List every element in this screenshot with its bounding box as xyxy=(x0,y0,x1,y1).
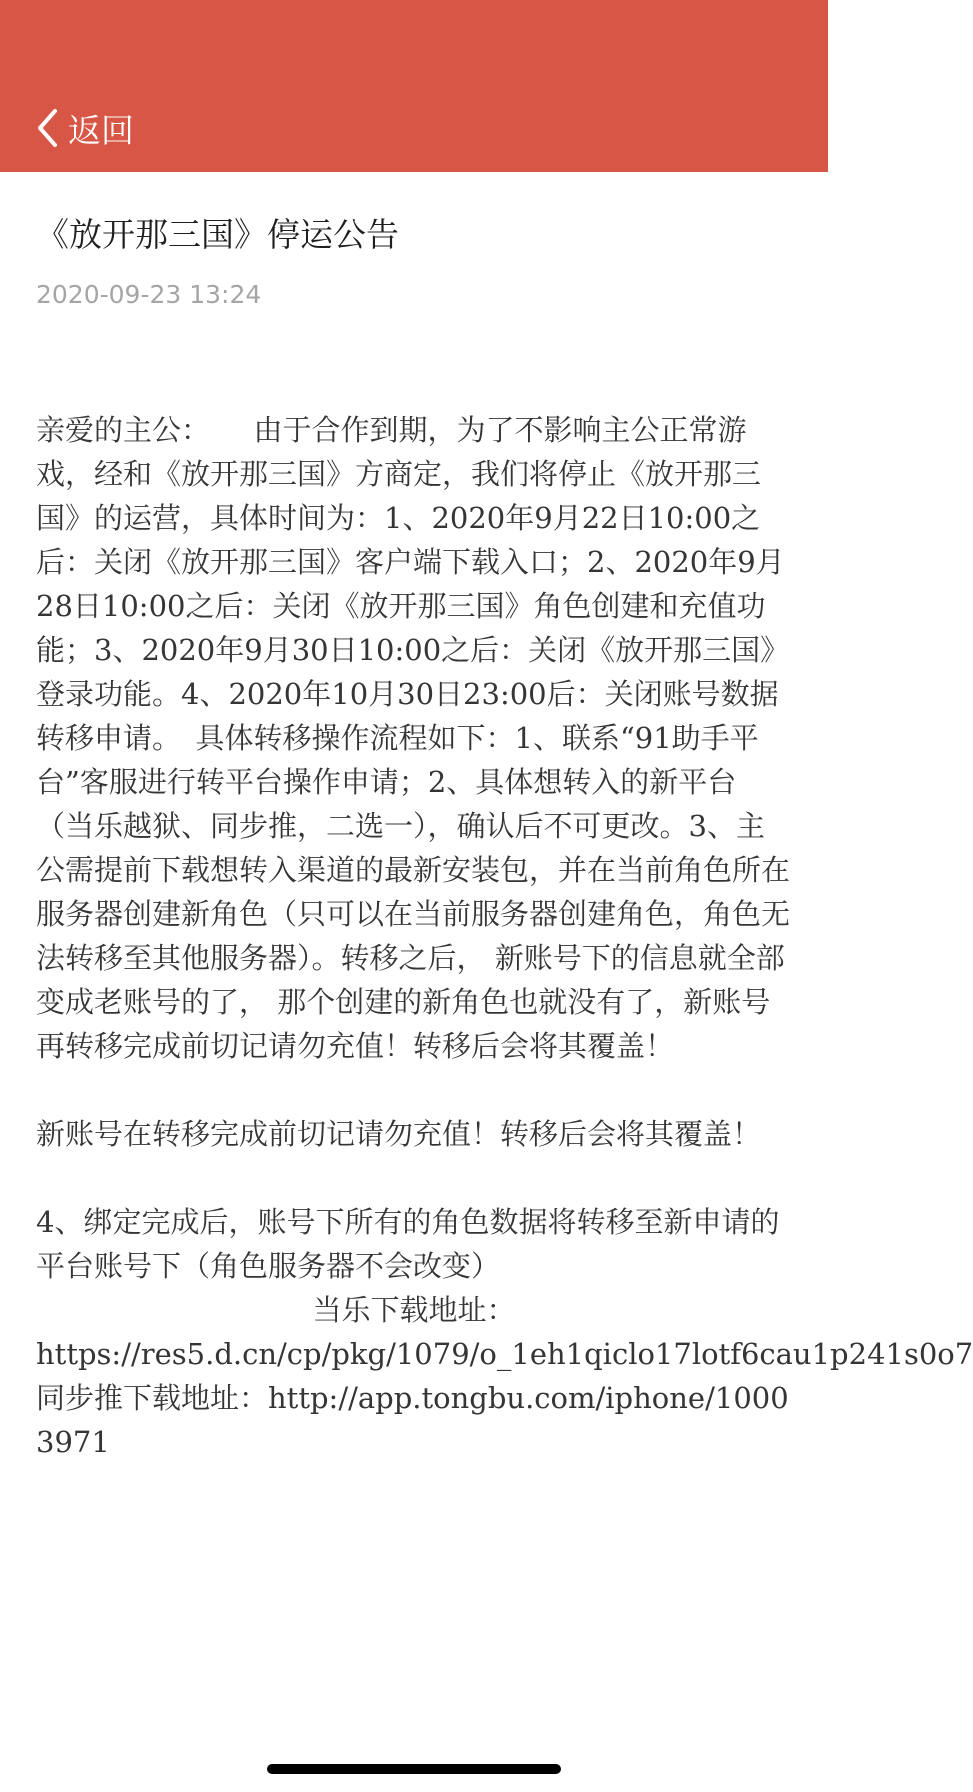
article-paragraph: 亲爱的主公： 由于合作到期，为了不影响主公正常游戏，经和《放开那三国》方商定，我们将停止《放开那三国》的运营，具体时间为：1、2020年9月22日10:00之后：关闭《放开那三国》客户端下载入口；2、2020年9月28日10:00之后：关闭《放开那三国》角色创建和充值功能；3、2020年9月30日10:00之后：关闭《放开那三国》登录功能。4、2020年10月30日23:00后：关闭账号数据转移申请。 具体转移操作流程如下：1、联系“91助手平台”客服进行转平台操作申请；2、具体想转入的新平台（当乐越狱、同步推，二选一），确认后不可更改。3、主公需提前下载想转入渠道的最新安装包，并在当前角色所在服务器创建新角色（只可以在当前服务器创建角色，角色无法转移至其他服务器）。转移之后， 新账号下的信息就全部变成老账号的了， 那个创建的新角色也就没有了，新账号再转移完成前切记请勿充值！转移后会将其覆盖！ xyxy=(36,413,791,1063)
back-button[interactable] xyxy=(36,104,134,152)
article-body xyxy=(36,408,973,1464)
article-content xyxy=(36,172,973,1464)
home-indicator xyxy=(267,1764,561,1774)
article-date: 2020-09-23 13:24 xyxy=(36,280,262,309)
paragraph-spacer xyxy=(36,1156,792,1200)
dangle-download-label: 当乐下载地址： xyxy=(312,1293,516,1327)
article-paragraph: 新账号在转移完成前切记请勿充值！转移后会将其覆盖！ xyxy=(36,1117,762,1151)
tongbu-download-line[interactable]: 同步推下载地址：http://app.tongbu.com/iphone/10003971 xyxy=(36,1381,789,1459)
article-title: 《放开那三国》停运公告 xyxy=(36,215,399,254)
navigation-bar xyxy=(0,0,828,172)
dangle-download-link[interactable]: https://res5.d.cn/cp/pkg/1079/o_1eh1qiclo17lotf6cau1p241s0o7 xyxy=(36,1337,973,1371)
back-button-label: 返回 xyxy=(68,110,134,150)
paragraph-spacer xyxy=(36,1068,792,1112)
article-paragraph: 4、绑定完成后，账号下所有的角色数据将转移至新申请的平台账号下（角色服务器不会改变） xyxy=(36,1205,780,1283)
chevron-left-icon xyxy=(36,108,58,148)
